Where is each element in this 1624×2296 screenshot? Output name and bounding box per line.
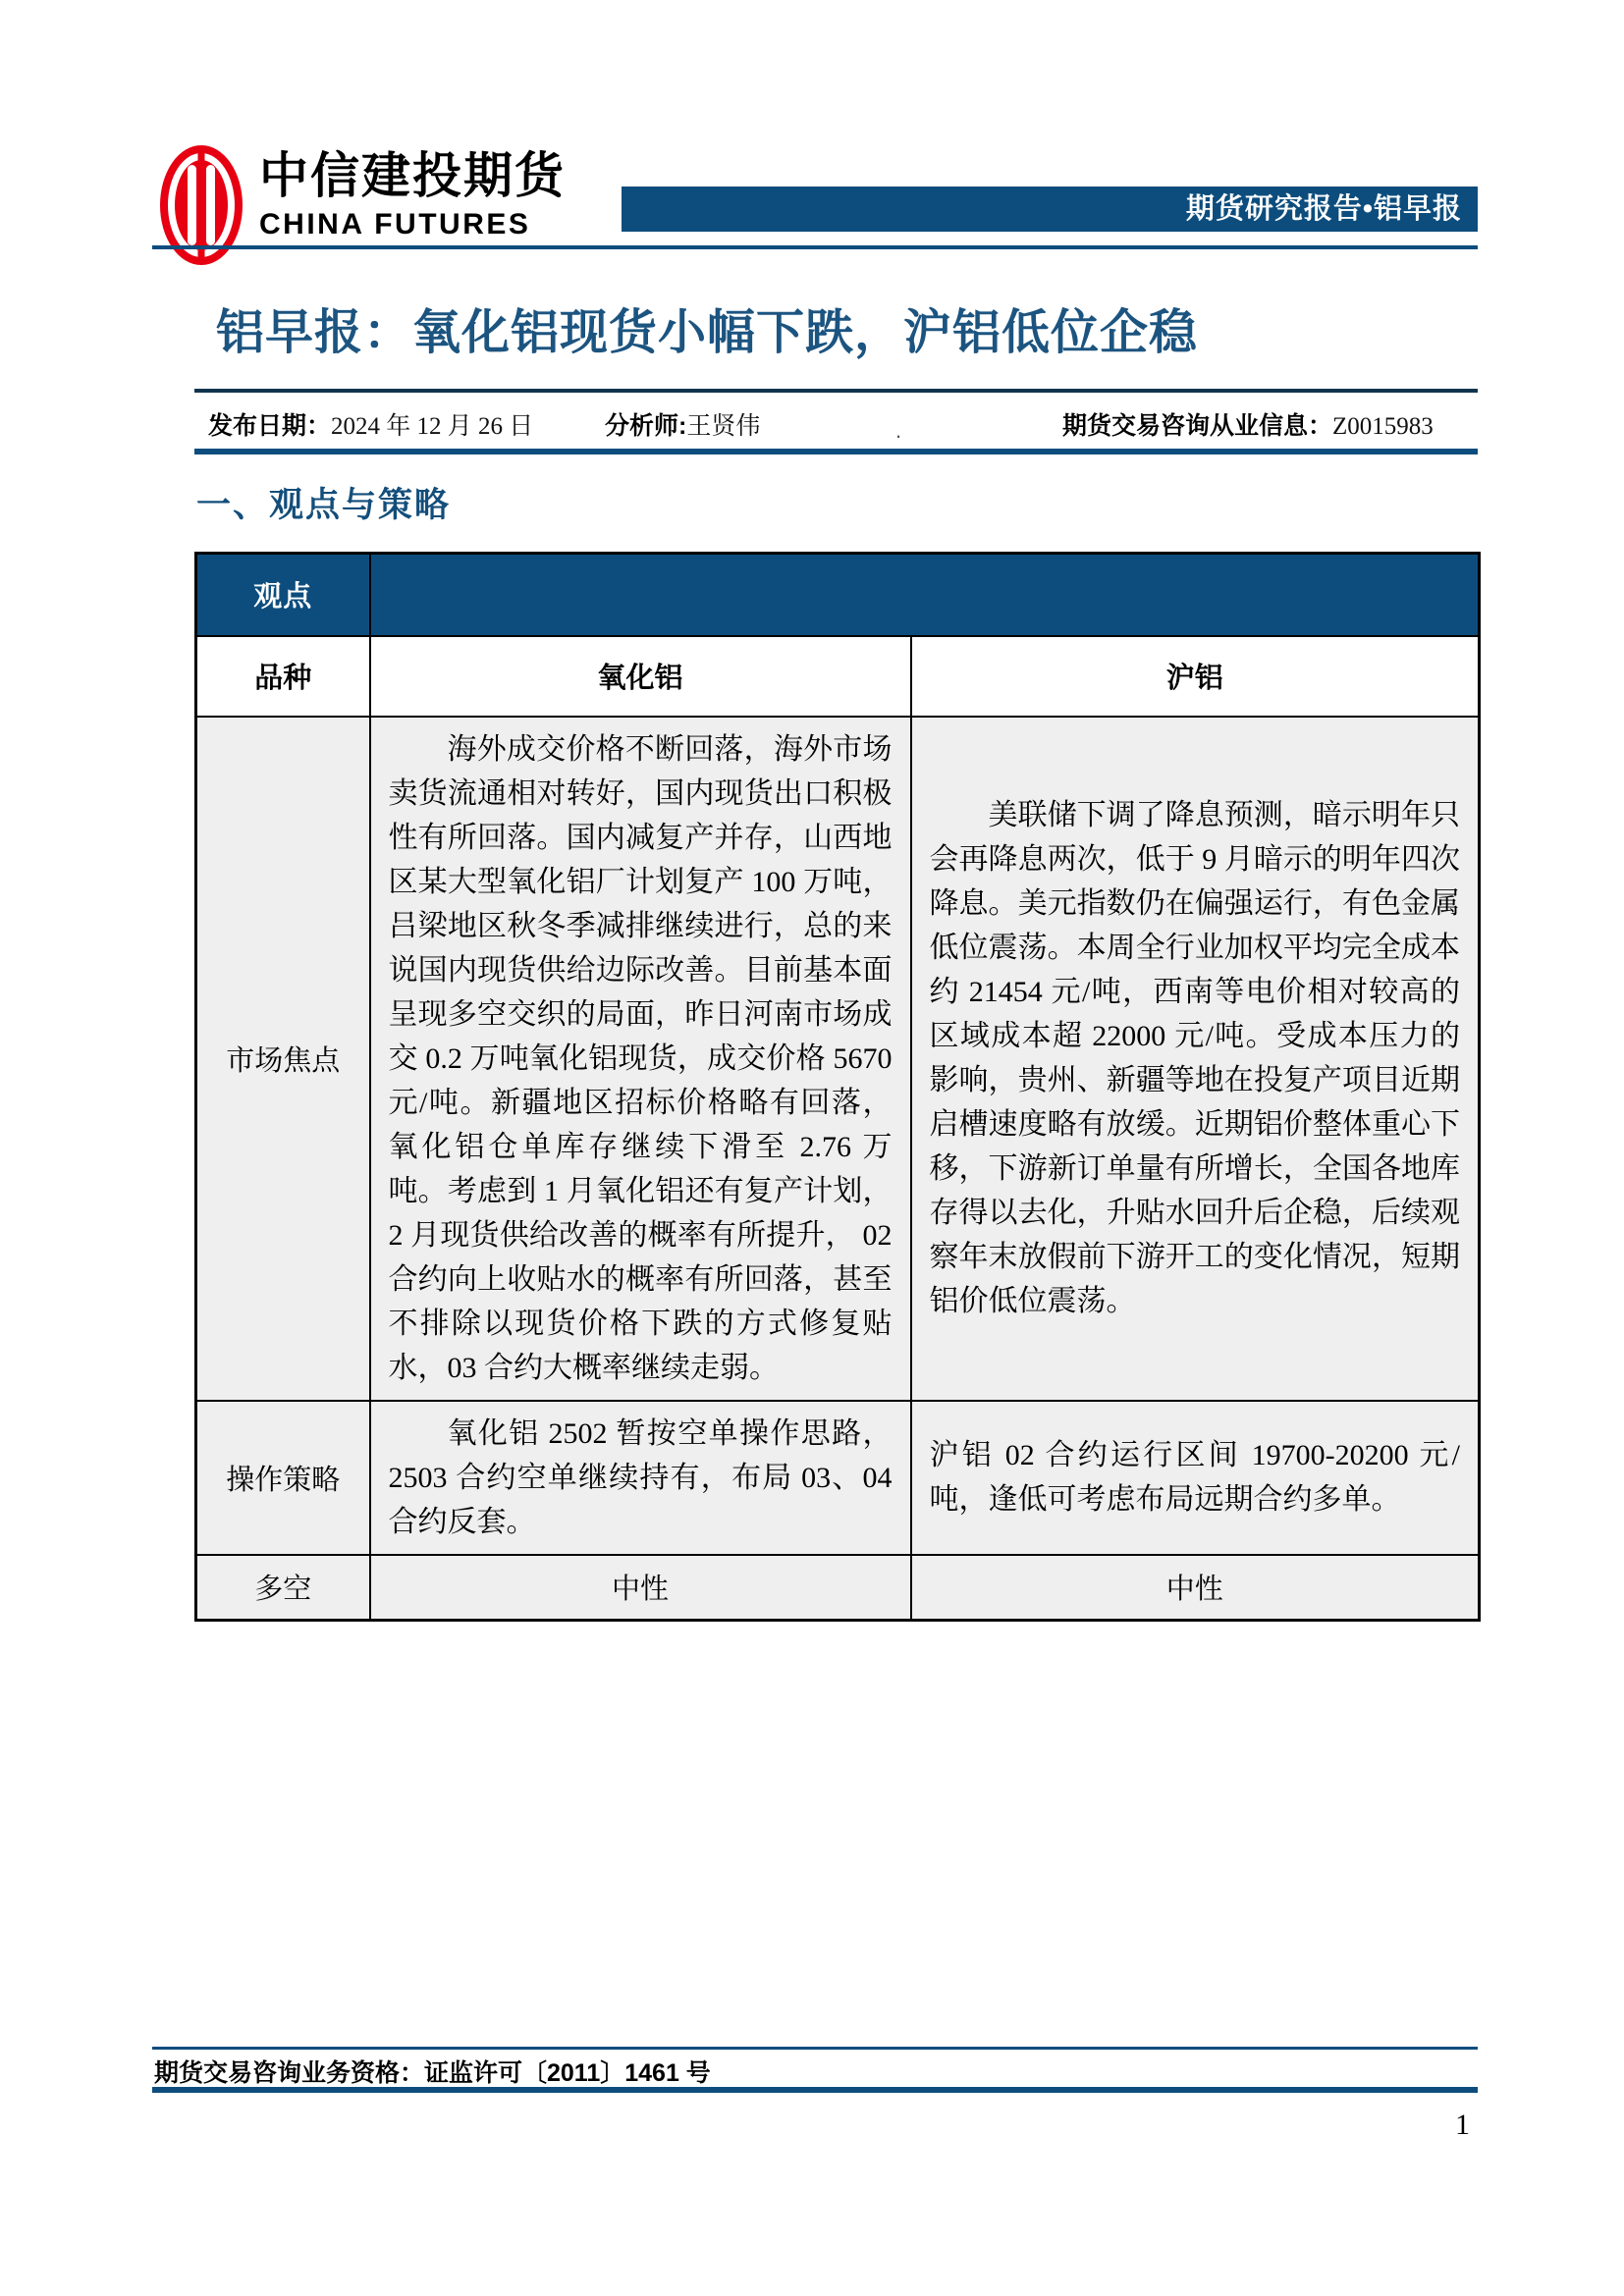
stray-mark: . — [895, 418, 902, 443]
col-header-alumina: 氧化铝 — [370, 636, 911, 717]
license-info-label: 期货交易咨询从业信息： — [1062, 412, 1333, 440]
row-label-bias: 多空 — [196, 1555, 370, 1621]
market-focus-shfe-al-text: 美联储下调了降息预测，暗示明年只会再降息两次，低于 9 月暗示的明年四次降息。美元指数仍在偏强运行，有色金属低位震荡。本周全行业加权平均完全成本约 21454 元/吨，西南等电价相对较高的区域成本超 22000 元/吨。受成本压力的影响，贵州、新疆等地在投复产项目近期启槽速度略有放缓。近期铝价整体重心下移，下游新订单量有所增长，全国各地库存得以去化，升贴水回升后企稳，后续观察年末放假前下游开工的变化情况，短期铝价低位震荡。 — [929, 799, 1460, 1317]
market-focus-alumina-text: 海外成交价格不断回落，海外市场卖货流通相对转好，国内现货出口积极性有所回落。国内减复产并存，山西地区某大型氧化铝厂计划复产 100 万吨，吕梁地区秋冬季减排继续进行，总的来说国内现货供给边际改善。目前基本面呈现多空交织的局面，昨日河南市场成交 0.2 万吨氧化铝现货，成交价格 5670 元/吨。新疆地区招标价格略有回落，氧化铝仓单库存继续下滑至 2.76 万吨。考虑到 1 月氧化铝还有复产计划，2 月现货供给改善的概率有所提升， 02 合约向上收贴水的概率有所回落，甚至不排除以现货价格下跌的方式修复贴水，03 合约大概率继续走弱。 — [388, 732, 893, 1384]
footer-rule-top — [152, 2047, 1478, 2050]
section-heading: 一、观点与策略 — [196, 486, 452, 524]
bias-shfe-al-cell: 中性 — [911, 1555, 1480, 1621]
company-logo — [159, 143, 566, 272]
footer-rule-bottom — [152, 2087, 1478, 2093]
market-focus-alumina-cell — [370, 717, 911, 1401]
logo-text — [259, 143, 566, 240]
citic-emblem-icon — [159, 143, 244, 272]
license-info — [1062, 406, 1434, 442]
page-number: 1 — [1455, 2109, 1470, 2141]
meta-rule — [194, 449, 1478, 454]
publish-date — [208, 406, 533, 442]
table-row-market-focus — [196, 717, 1480, 1401]
report-title: 铝早报：氧化铝现货小幅下跌，沪铝低位企稳 — [216, 306, 1199, 359]
market-focus-shfe-al-cell — [911, 717, 1480, 1401]
logo-name-cn: 中信建投期货 — [259, 148, 566, 203]
report-meta — [194, 393, 1478, 449]
strategy-shfe-al-cell — [911, 1401, 1480, 1555]
strategy-shfe-al-text: 沪铝 02 合约运行区间 19700-20200 元/吨，逢低可考虑布局远期合约多单。 — [929, 1439, 1460, 1516]
license-info-value: Z0015983 — [1332, 413, 1434, 440]
analyst — [605, 406, 760, 442]
report-series-banner: 期货研究报告•铝早报 — [622, 187, 1478, 232]
table-row-bias — [196, 1555, 1480, 1621]
viewpoint-corner-cell: 观点 — [196, 554, 370, 636]
viewpoint-banner-cell — [370, 554, 1480, 636]
publish-date-label: 发布日期： — [208, 412, 332, 440]
row-label-market-focus: 市场焦点 — [196, 717, 370, 1401]
header-rule — [152, 245, 1478, 249]
col-header-shfe-al: 沪铝 — [911, 636, 1480, 717]
footer-qualification: 期货交易咨询业务资格：证监许可〔2011〕1461 号 — [154, 2059, 711, 2087]
analyst-label: 分析师: — [605, 412, 687, 440]
col-header-variety: 品种 — [196, 636, 370, 717]
viewpoint-table — [194, 552, 1481, 1622]
strategy-alumina-text: 氧化铝 2502 暂按空单操作思路，2503 合约空单继续持有，布局 03、04 合约反套。 — [388, 1416, 893, 1538]
table-row-viewpoint — [196, 554, 1480, 636]
publish-date-value: 2024 年 12 月 26 日 — [331, 413, 534, 440]
bias-alumina-cell: 中性 — [370, 1555, 911, 1621]
analyst-value: 王贤伟 — [686, 413, 761, 440]
row-label-strategy: 操作策略 — [196, 1401, 370, 1555]
table-row-strategy — [196, 1401, 1480, 1555]
logo-name-en: CHINA FUTURES — [259, 207, 531, 240]
strategy-alumina-cell — [370, 1401, 911, 1555]
table-row-variety — [196, 636, 1480, 717]
